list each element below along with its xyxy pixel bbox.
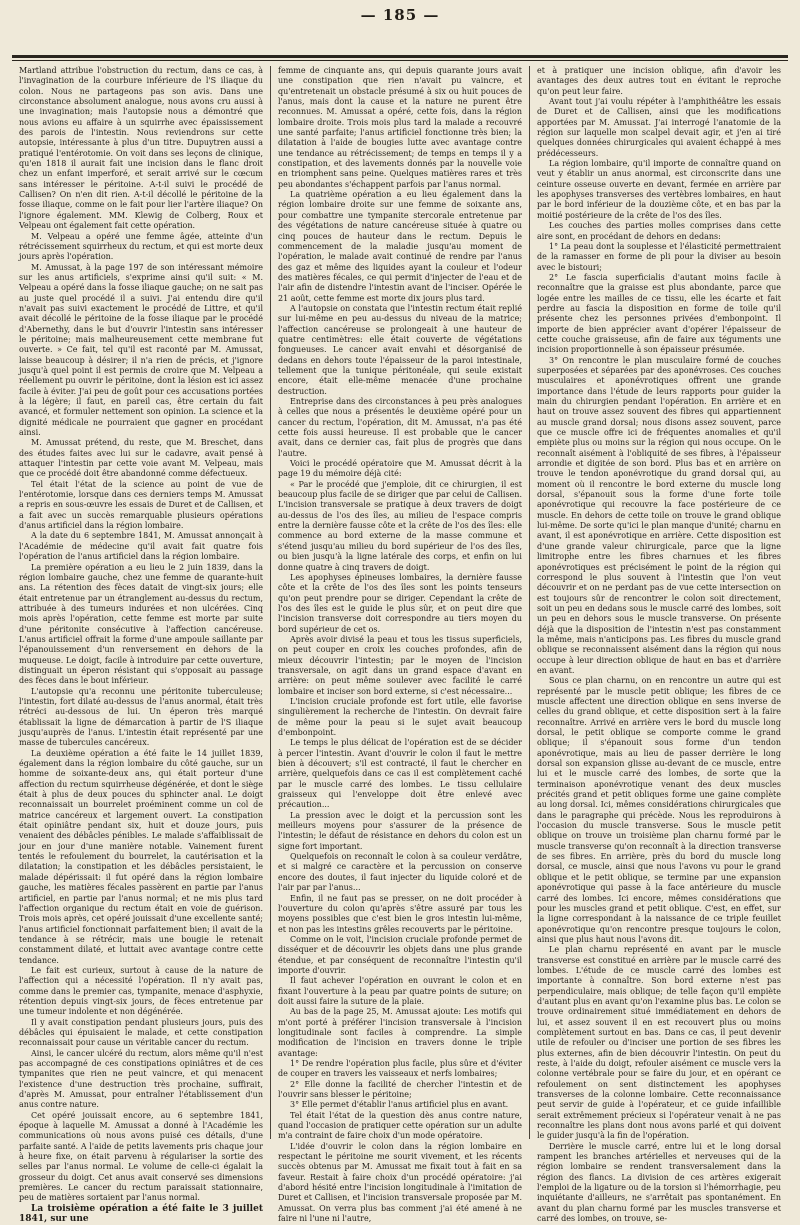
column-1-paragraph: Tel était l'état de la science au point de vue de l'entérotomie, lorsque dans ces derniers temps M. Amussat a repris en sous-œuvre les essais de Duret et de Callisen, et a fait avec un succès remarquable plusieurs opérations d'anus artificiel dans la région lombaire. xyxy=(19,479,263,531)
column-2-paragraph: L'idée d'ouvrir le colon dans la région lombaire en respectant le péritoine me sourit vivement, et les récents succès obtenus par M. Amussat me fixait tout à fait en sa faveur. Restait à faire choix d'un procédé opératoire: j'ai d'abord hésité entre l'incision longitudinale à l'imitation de Duret et Callisen, et l'incision transversale proposée par M. Amussat. On verra plus bas comment j'ai été amené à ne faire ni l'une ni l'autre, xyxy=(278,1141,522,1224)
column-3-paragraph: Avant tout j'ai voulu répéter à l'amphithéâtre les essais de Duret et de Callisen, ainsi que les modifications apportées par M. Amussat. J'ai interrogé l'anatomie de la région sur laquelle mon scalpel devait agir, et j'en ai tiré quelques données chirurgicales qui avaient échappé à mes prédécesseurs. xyxy=(537,97,781,158)
column-2-paragraph: Il faut achever l'opération en ouvrant le colon et en fixant l'ouverture à la peau par quatre points de suture; on doit aussi faire la suture de la plaie. xyxy=(278,976,522,1006)
column-2-paragraph: 1° De rendre l'opération plus facile, plus sûre et d'éviter de couper en travers les vaisseaux et nerfs lombaires; xyxy=(278,1059,522,1079)
column-2-paragraph: 3° Elle permet d'établir l'anus artificiel plus en avant. xyxy=(290,1100,509,1110)
column-2-paragraph: 2° Elle donne la facilité de chercher l'intestin et de l'ouvrir sans blesser le péritoine; xyxy=(278,1079,522,1100)
column-right xyxy=(529,66,788,1224)
column-middle xyxy=(270,66,529,1224)
column-2-paragraph: Au bas de la page 25, M. Amussat ajoute: Les motifs qui m'ont porté à préférer l'incision transversale à l'incision longitudinale sont faciles à comprendre. La simple modification de l'incision en travers donne le triple avantage: xyxy=(278,1007,522,1058)
column-3-paragraph: et à pratiquer une incision oblique, afin d'avoir les avantages des deux autres tout en évitant le reproche qu'on peut leur faire. xyxy=(537,66,781,96)
column-2-paragraph: Voici le procédé opératoire que M. Amussat décrit à la page 19 du mémoire déjà cité: xyxy=(278,459,522,479)
column-3-paragraph: Le plan charnu représenté en avant par le muscle transverse est constitué en arrière par le muscle carré des lombes. L'étude de ce muscle carré des lombes est importante à connaître. Son bord externe n'est pas perpendiculaire, mais oblique; de telle façon qu'il empiète d'autant plus en avant qu'on l'examine plus bas. Le colon se trouve ordinairement situé immédiatement en dehors de lui, et assez souvent il en est recouvert plus ou moins complètement surtout en bas. Dans ce cas, il peut devenir utile de refouler ou d'inciser une portion de ses fibres les plus externes, afin de bien découvrir l'intestin. On peut du reste, à l'aide du doigt, refouler aisément ce muscle vers la colonne vertébrale pour se faire du jour, et en opérant ce refoulement on sent distinctement les apophyses transverses de la colonne lombaire. Cette reconnaissance peut servir de guide à l'opérateur, et ce guide infaillible serait extrêmement précieux si l'opérateur venait à ne pas reconnaître les plans dont nous avons parlé et qui doivent le guider jusqu'à la fin de l'opération. xyxy=(537,945,781,1141)
column-left xyxy=(12,66,270,1225)
column-2-paragraph: L'incision cruciale profonde est fort utile, elle favorise singulièrement la recherche de l'intestin. On devrait faire de même pour la peau si le sujet avait beaucoup d'embonpoint. xyxy=(278,696,522,737)
column-2-paragraph: « Par le procédé que j'emploie, dit ce chirurgien, il est beaucoup plus facile de se diriger que par celui de Callisen. L'incision transversale se pratique à deux travers de doigt au-dessus de l'os des îles, au milieu de l'espace compris entre la dernière fausse côte et la crête de l'os des îles: elle commence au bord externe de la masse commune et s'étend jusqu'au milieu du bord supérieur de l'os des îles, ou bien jusqu'à la ligne latérale des corps, et enfin on lui donne quatre à cinq travers de doigt. xyxy=(278,479,522,572)
column-2-paragraph: Après avoir divisé la peau et tous les tissus superficiels, on peut couper en croix les couches profondes, afin de mieux découvrir l'intestin; par le moyen de l'incision transversale, on agit dans un grand espace d'avant en arrière: on peut même soulever avec facilité le carré lombaire et inciser son bord externe, si c'est nécessaire... xyxy=(278,634,522,696)
column-3-paragraph: Derrière le muscle carré, entre lui et le long dorsal rampent les branches artérielles et nerveuses qui de la région lombaire se rendent transversalement dans la région des flancs. La division de ces artères exigerait l'emploi de la ligature ou de la torsion si l'hémorrhagie, peu inquiétante d'ailleurs, ne s'arrêtait pas spontanément. En avant du plan charnu formé par les muscles transverse et carré des lombes, on trouve, se- xyxy=(537,1141,781,1224)
column-2-paragraph: La pression avec le doigt et la percussion sont les meilleurs moyens pour s'assurer de la présence de l'intestin; le défaut de résistance en dehors du colon est un signe fort important. xyxy=(278,810,522,851)
column-2-paragraph: La quatrième opération a eu lieu également dans la région lombaire droite sur une femme de soixante ans, pour combattre une tympanite stercorale entretenue par des végétations de nature cancéreuse située à quatre ou cinq pouces de hauteur dans le rectum. Depuis le commencement de la maladie jusqu'au moment de l'opération, le malade avait continué de rendre par l'anus des gaz et même des liquides ayant la couleur et l'odeur des matières fécales, ce qui permit d'injecter de l'eau et de l'air afin de distendre l'intestin avant de l'inciser. Opérée le 21 août, cette femme est morte dix jours plus tard. xyxy=(278,190,522,303)
column-3-paragraph: Les couches des parties molles comprises dans cette aire sont, en procédant de dehors en dedans: xyxy=(537,221,781,241)
column-3-paragraph: 3° On rencontre le plan musculaire formé de couches superposées et séparées par des aponévroses. Ces couches musculaires et aponévrotiques offrent une grande importance dans l'étude de leurs rapports pour guider la main du chirurgien pendant l'opération. En arrière et en haut on trouve assez souvent des fibres qui appartiennent au muscle grand dorsal; nous disons assez souvent, parce que ce muscle offre ici de fréquentes anomalies et qu'il empiète plus ou moins sur la région qui nous occupe. On le reconnaît aisément à l'obliquité de ses fibres, à l'épaisseur arrondie et digitée de son bord. Plus bas et en arrière on trouve le tendon aponévrotique du grand dorsal qui, au moment où il rencontre le bord externe du muscle long dorsal, s'épanouit sous la forme d'une forte toile aponévrotique qui recouvre la face postérieure de ce muscle. En dehors de cette toile on trouve le grand oblique lui-même. De sorte qu'ici le plan manque d'unité; charnu en avant, il est aponévrotique en arrière. Cette disposition est d'une grande valeur chirurgicale, parce que la ligne limitrophe entre les fibres charnues et les fibres aponévrotiques est précisément le point de la région qui correspond le plus souvent à l'intestin que l'on veut découvrir et on ne perdant pas de vue cette intersection on est toujours sûr de rencontrer le colon soit directement, soit un peu en dedans sous le muscle carré des lombes, soit un peu en dehors sous le muscle transverse. On présente déjà que la disposition de l'intestin n'est pas constamment la même, mais n'anticipons pas. Les fibres du muscle grand oblique se reconnaissent aisément dans la région qui nous occupe à leur direction oblique de haut en bas et d'arrière en avant. xyxy=(537,355,781,675)
column-1-paragraph: Martland attribue l'obstruction du rectum, dans ce cas, à l'invagination de la courbure inférieure de l'S iliaque du colon. Nous ne partageons pas son avis. Dans une circonstance absolument analogue, nous avons cru aussi à une invagination; mais l'autopsie nous a démontré que nous avions eu affaire à un squirrhe avec épaississement des parois de l'intestin. Nous reviendrons sur cette autopsie, intéressante à plus d'un titre. Dupuytren aussi a pratiqué l'entérotomie. On voit dans ses leçons de clinique, qu'en 1818 il aurait fait une incision dans le flanc droit chez un enfant imperforé, et serait arrivé sur le cœcum sans intéresser le péritoine. A-t-il suivi le procédé de Callisen? On n'en dit rien. A-t-il décollé le péritoine de la fosse iliaque, comme on le fait pour lier l'artère iliaque? On l'ignore également. MM. Klewig de Colberg, Roux et Velpeau ont également fait cette opération. xyxy=(19,66,263,231)
column-3-paragraph: La région lombaire, qu'il importe de connaître quand on veut y établir un anus anormal, est circonscrite dans une ceinture osseuse ouverte en devant, fermée en arrière par les apophyses transverses des vertèbres lombaires, en haut par le bord inférieur de la douzième côte, et en bas par la moitié postérieure de la crête de l'os des îles. xyxy=(537,159,781,220)
column-1-paragraph: L'autopsie qu'a reconnu une péritonite tuberculeuse; l'intestin, fort dilaté au-dessus de l'anus anormal, était très rétréci au-dessous de lui. Un éperon très marqué établissait la ligne de démarcation à partir de l'S iliaque jusqu'auprès de l'anus. L'intestin était représenté par une masse de tubercules cancéreux. xyxy=(19,686,263,748)
page-header xyxy=(12,0,788,56)
column-3-paragraph: 1° La peau dont la souplesse et l'élasticité permettraient de la ramasser en forme de pli pour la diviser au besoin avec le bistouri; xyxy=(537,241,781,272)
text-columns xyxy=(12,66,788,1225)
column-1-paragraph: M. Velpeau a opéré une femme âgée, atteinte d'un rétrécissement squirrheux du rectum, et qui est morte deux jours après l'opération. xyxy=(19,231,263,262)
column-2-paragraph: Entreprise dans des circonstances à peu près analogues à celles que nous a présentés le deuxième opéré pour un cancer du rectum, l'opération, dit M. Amussat, n'a pas été cette fois aussi heureuse. Il est probable que le cancer avait, dans ce dernier cas, fait plus de progrès que dans l'autre. xyxy=(278,397,522,458)
column-2-paragraph: femme de cinquante ans, qui depuis quarante jours avait une constipation que rien n'avait pu vaincre, et qu'entretenait un obstacle présumé à six ou huit pouces de l'anus, mais dont la cause et la nature ne purent être reconnues. M. Amussat a opéré, cette fois, dans la région lombaire droite. Trois mois plus tard la malade a recouvré une santé parfaite; l'anus artificiel fonctionne très bien; la dilatation à l'aide de bougies lutte avec avantage contre une tendance au rétrécissement; de temps en temps il y a constipation, et des lavements donnés par la nouvelle voie en triomphent sans peine. Quelques matières rares et très peu abondantes s'échappent parfois par l'anus normal. xyxy=(278,66,522,189)
column-3-paragraph: Sous ce plan charnu, on en rencontre un autre qui est représenté par le muscle petit oblique; les fibres de ce muscle affectent une direction oblique en sens inverse de celles du grand oblique, et cette disposition sert à la faire reconnaître. Arrivé en arrière vers le bord du muscle long dorsal, le petit oblique se comporte comme le grand oblique; il s'épanouit sous forme d'un tendon aponévrotique, mais au lieu de passer derrière le long dorsal son expansion glisse au-devant de ce muscle, entre lui et le muscle carré des lombes, de sorte que la terminaison aponévrotique venant des deux muscles précités grand et petit obliques forme une gaine complète au long dorsal. Ici, mêmes considérations chirurgicales que dans le paragraphe qui précède. Nous les reproduirons à l'occasion du muscle transverse. Sous le muscle petit oblique on trouve un troisième plan charnu formé par le muscle transverse qu'on reconnaît à la direction transverse de ses fibres. En arrière, près du bord du muscle long dorsal, ce muscle, ainsi que nous l'avons vu pour le grand oblique et le petit oblique, se termine par une expansion aponévrotique qui passe à la face antérieure du muscle carré des lombes. Ici encore, mêmes considérations que pour les muscles grand et petit oblique. C'est, en effet, sur la ligne correspondant à la naissance de ce triple feuillet aponévrotique qu'on rencontre presque toujours le colon, ainsi que plus haut nous l'avons dit. xyxy=(537,676,781,944)
column-2-paragraph: Quelquefois on reconnaît le colon à sa couleur verdâtre, et si malgré ce caractère et la percussion on conserve encore des doutes, il faut injecter du liquide coloré et de l'air par par l'anus... xyxy=(278,852,522,893)
column-1-paragraph: Le fait est curieux, surtout à cause de la nature de l'affection qui a nécessité l'opération. Il n'y avait pas, comme dans le premier cas, tympanite, menace d'asphyxie, rétention depuis vingt-six jours, de fèces entretenue par une tumeur indolente et non dégénérée. xyxy=(19,965,263,1017)
header-rule-thin xyxy=(12,60,788,61)
column-1-paragraph: La première opération a eu lieu le 2 juin 1839, dans la région lombaire gauche, chez une femme de quarante-huit ans. La rétention des fèces datait de vingt-six jours; elle était entretenue par un étranglement au-dessus du rectum, attribuée à des tumeurs indurées et non ulcérées. Cinq mois après l'opération, cette femme est morte par suite d'une péritonite consécutive à l'affection cancéreuse. L'anus artificiel offrait la forme d'une ampoule saillante par l'épanouissement d'un renversement en dehors de la muqueuse. Le doigt, facile à introduire par cette ouverture, distinguait un éperon résistant qui s'opposait au passage des fèces dans le bout inférieur. xyxy=(19,562,263,686)
page-number: — 185 — xyxy=(360,6,440,24)
header-rule-thick xyxy=(12,55,788,58)
column-1-paragraph: La deuxième opération a été faite le 14 juillet 1839, également dans la région lombaire du côté gauche, sur un homme de soixante-deux ans, qui était porteur d'une affection du rectum squirrheuse dégénérée, et dont le siège était à plus de deux pouces du sphincter anal. Le doigt reconnaissait un bourrelet proéminent comme un col de matrice cancéreux et largement ouvert. La constipation était opiniâtre pendant six, huit et douze jours, puis venaient des débâcles pénibles. Le malade s'affaiblissait de jour en jour d'une manière notable. Vainement furent tentés le refoulement du bourrelet, la cautérisation et la dilatation; la constipation et les débâcles persistaient, le malade dépérissait: il fut opéré dans la région lombaire gauche, les matières fécales passèrent en partie par l'anus artificiel, en partie par l'anus normal; et ne mis plus tard l'affection organique du rectum était en voie de guérison. Trois mois après, cet opéré jouissait d'une excellente santé; l'anus artificiel fonctionnait parfaitement bien; il avait de la tendance à se rétrécir, mais une bougie le retenait constamment dilaté, et luttait avec avantage contre cette tendance. xyxy=(19,748,263,965)
column-2-paragraph: A l'autopsie on constata que l'intestin rectum était replié sur lui-même en peu au-dessus du niveau de la matrice; l'affection cancéreuse se prolongeait à une hauteur de quatre centimètres: elle était couverte de végétations fongueuses. Le cancer avait envahi et désorganisé de dedans en dehors toute l'épaisseur de la paroi intestinale, tellement que la tunique péritonéale, qui seule existait encore, était elle-même menacée d'une prochaine destruction. xyxy=(278,303,522,396)
column-1-paragraph: M. Amussat, à la page 197 de son intéressant mémoire sur les anus artificiels, s'exprime ainsi qu'il suit: « M. Velpeau a opéré dans la fosse iliaque gauche; on ne sait pas au juste quel procédé il a suivi. J'ai entendu dire qu'il n'avait pas suivi exactement le procédé de Littre, et qu'il avait décollé le péritoine de la fosse iliaque par le procédé d'Abernethy, dans le but d'ouvrir l'intestin sans intéresser le péritoine; mais malheureusement cette membrane fut ouverte. » Ce fait, tel qu'il est raconté par M. Amussat, laisse beaucoup à désirer; il n'a rien de précis, et j'ignore jusqu'à quel point il est permis de croire que M. Velpeau a réellement pu ouvrir le péritoine, dont la lésion est ici assez facile à éviter. J'ai peu de goût pour ces accusations portées à la légère; il faut, en pareil cas, être certain du fait avancé, et formuler nettement son opinion. La science et la dignité médicale ne pourraient que gagner en procédant ainsi. xyxy=(19,262,263,438)
column-2-paragraph: Les apophyses épineuses lombaires, la dernière fausse côte et la crête de l'os des îles sont les points tenseurs qu'on peut prendre pour se diriger. Cependant la crête de l'os des îles est le guide le plus sûr, et on peut dire que l'incision transverse doit correspondre au tiers moyen du bord supérieur de cet os. xyxy=(278,572,522,634)
column-1-paragraph: A la date du 6 septembre 1841, M. Amussat annonçait à l'Académie de médecine qu'il avait fait quatre fois l'opération de l'anus artificiel dans la région lombaire. xyxy=(19,531,263,562)
column-1-paragraph: La troisième opération a été faite le 3 juillet 1841, sur une xyxy=(19,1203,263,1225)
column-1-paragraph: M. Amussat prétend, du reste, que M. Breschet, dans des études faites avec lui sur le cadavre, avait pensé à attaquer l'intestin par cette voie avant M. Velpeau, mais que ce procédé doit être abandonné comme défectueux. xyxy=(19,438,263,479)
column-2-paragraph: Enfin, il ne faut pas se presser, on ne doit procéder à l'ouverture du colon qu'après s'être assuré par tous les moyens possibles que c'est bien le gros intestin lui-même, et non pas les intestins grêles recouverts par le péritoine. xyxy=(278,893,522,934)
column-1-paragraph: Cet opéré jouissait encore, au 6 septembre 1841, époque à laquelle M. Amussat a donné à l'Académie les communications où nous avons puisé ces détails, d'une parfaite santé. A l'aide de petits lavements pris chaque jour à heure fixe, on était parvenu à régulariser la sortie des selles par l'anus normal. Le volume de celle-ci égalait la grosseur du doigt. Cet anus avait conservé ses dimensions premières. Le cancer du rectum paraissait stationnaire, peu de matières sortaient par l'anus normal. xyxy=(19,1110,263,1203)
column-2-paragraph: Comme on le voit, l'incision cruciale profonde permet de disséquer et de découvrir les objets dans une plus grande étendue, et par conséquent de reconnaître l'intestin qu'il importe d'ouvrir. xyxy=(278,934,522,975)
column-2-paragraph: Tel était l'état de la question dès anus contre nature, quand l'occasion de pratiquer cette opération sur un adulte m'a contraint de faire choix d'un mode opératoire. xyxy=(278,1110,522,1141)
column-1-paragraph: Il y avait constipation pendant plusieurs jours, puis des débâcles qui épuisaient le malade, et cette constipation reconnaissait pour cause un véritable cancer du rectum. xyxy=(19,1017,263,1048)
column-3-paragraph: 2° Le fascia superficialis d'autant moins facile à reconnaître que la graisse est plus abondante, parce que logée entre les mailles de ce tissu, elle les écarte et fait perdre au fascia la disposition en forme de toile qu'il présente chez les personnes privées d'embonpoint. Il importe de bien apprécier avant d'opérer l'épaisseur de cette couche graisseuse, afin de faire aux téguments une incision proportionnelle à son épaisseur présumée. xyxy=(537,272,781,355)
column-2-paragraph: Le temps le plus délicat de l'opération est de se décider à percer l'intestin. Avant d'ouvrir le colon il faut le mettre bien à découvert; s'il est contracté, il faut le chercher en arrière, quelquefois dans ce cas il est complètement caché par le muscle carré des lombes. Le tissu cellulaire graisseux qui l'enveloppe doit être enlevé avec précaution... xyxy=(278,738,522,810)
column-1-paragraph: Ainsi, le cancer ulcéré du rectum, alors même qu'il n'est pas accompagné de ces constipations opiniâtres et de ces tympanites que rien ne peut vaincre, et qui menacent l'existence d'une destruction très prochaine, suffirait, d'après M. Amussat, pour entraîner l'établissement d'un anus contre nature. xyxy=(19,1048,263,1110)
